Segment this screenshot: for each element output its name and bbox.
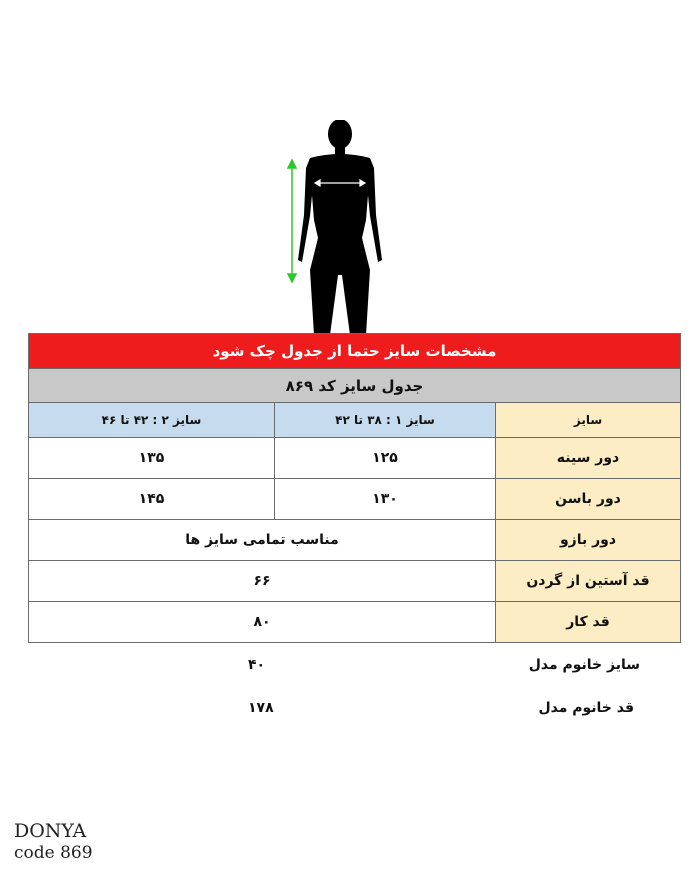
product-code: code 869 (14, 843, 93, 863)
table-row (29, 561, 681, 602)
title-row (29, 369, 681, 403)
all-sizes-value: مناسب تمامی سایز ها (29, 520, 496, 561)
row-label: قد کار (496, 602, 681, 643)
notice-row (29, 334, 681, 369)
size-column-header: سایز (496, 403, 681, 438)
row-label: دور بازو (496, 520, 681, 561)
size-table (28, 333, 681, 643)
size-header-row (29, 403, 681, 438)
table-title: جدول سایز کد ۸۶۹ (29, 369, 681, 403)
table-row (29, 438, 681, 479)
size1-column-header: سایز ۱ : ۳۸ تا ۴۲ (275, 403, 496, 438)
all-sizes-value: ۸۰ (29, 602, 496, 643)
height-measure-arrow (288, 160, 296, 282)
size-check-notice: مشخصات سایز حتما از جدول چک شود (29, 334, 681, 369)
size1-value: ۱۲۵ (275, 438, 496, 479)
row-label: دور باسن (496, 479, 681, 520)
all-sizes-value: ۶۶ (29, 561, 496, 602)
model-height-value: ۱۷۸ (248, 700, 274, 716)
row-label: دور سینه (496, 438, 681, 479)
size2-value: ۱۳۵ (29, 438, 275, 479)
table-row (29, 520, 681, 561)
table-row (29, 479, 681, 520)
model-height-label: قد خانوم مدل (538, 700, 634, 716)
row-label: قد آستین از گردن (496, 561, 681, 602)
brand-name: DONYA (14, 820, 87, 842)
model-size-value: ۴۰ (248, 657, 266, 673)
size2-column-header: سایز ۲ : ۴۲ تا ۴۶ (29, 403, 275, 438)
size2-value: ۱۴۵ (29, 479, 275, 520)
size1-value: ۱۳۰ (275, 479, 496, 520)
model-size-label: سایز خانوم مدل (528, 657, 640, 673)
female-silhouette-icon (270, 120, 410, 335)
table-row (29, 602, 681, 643)
